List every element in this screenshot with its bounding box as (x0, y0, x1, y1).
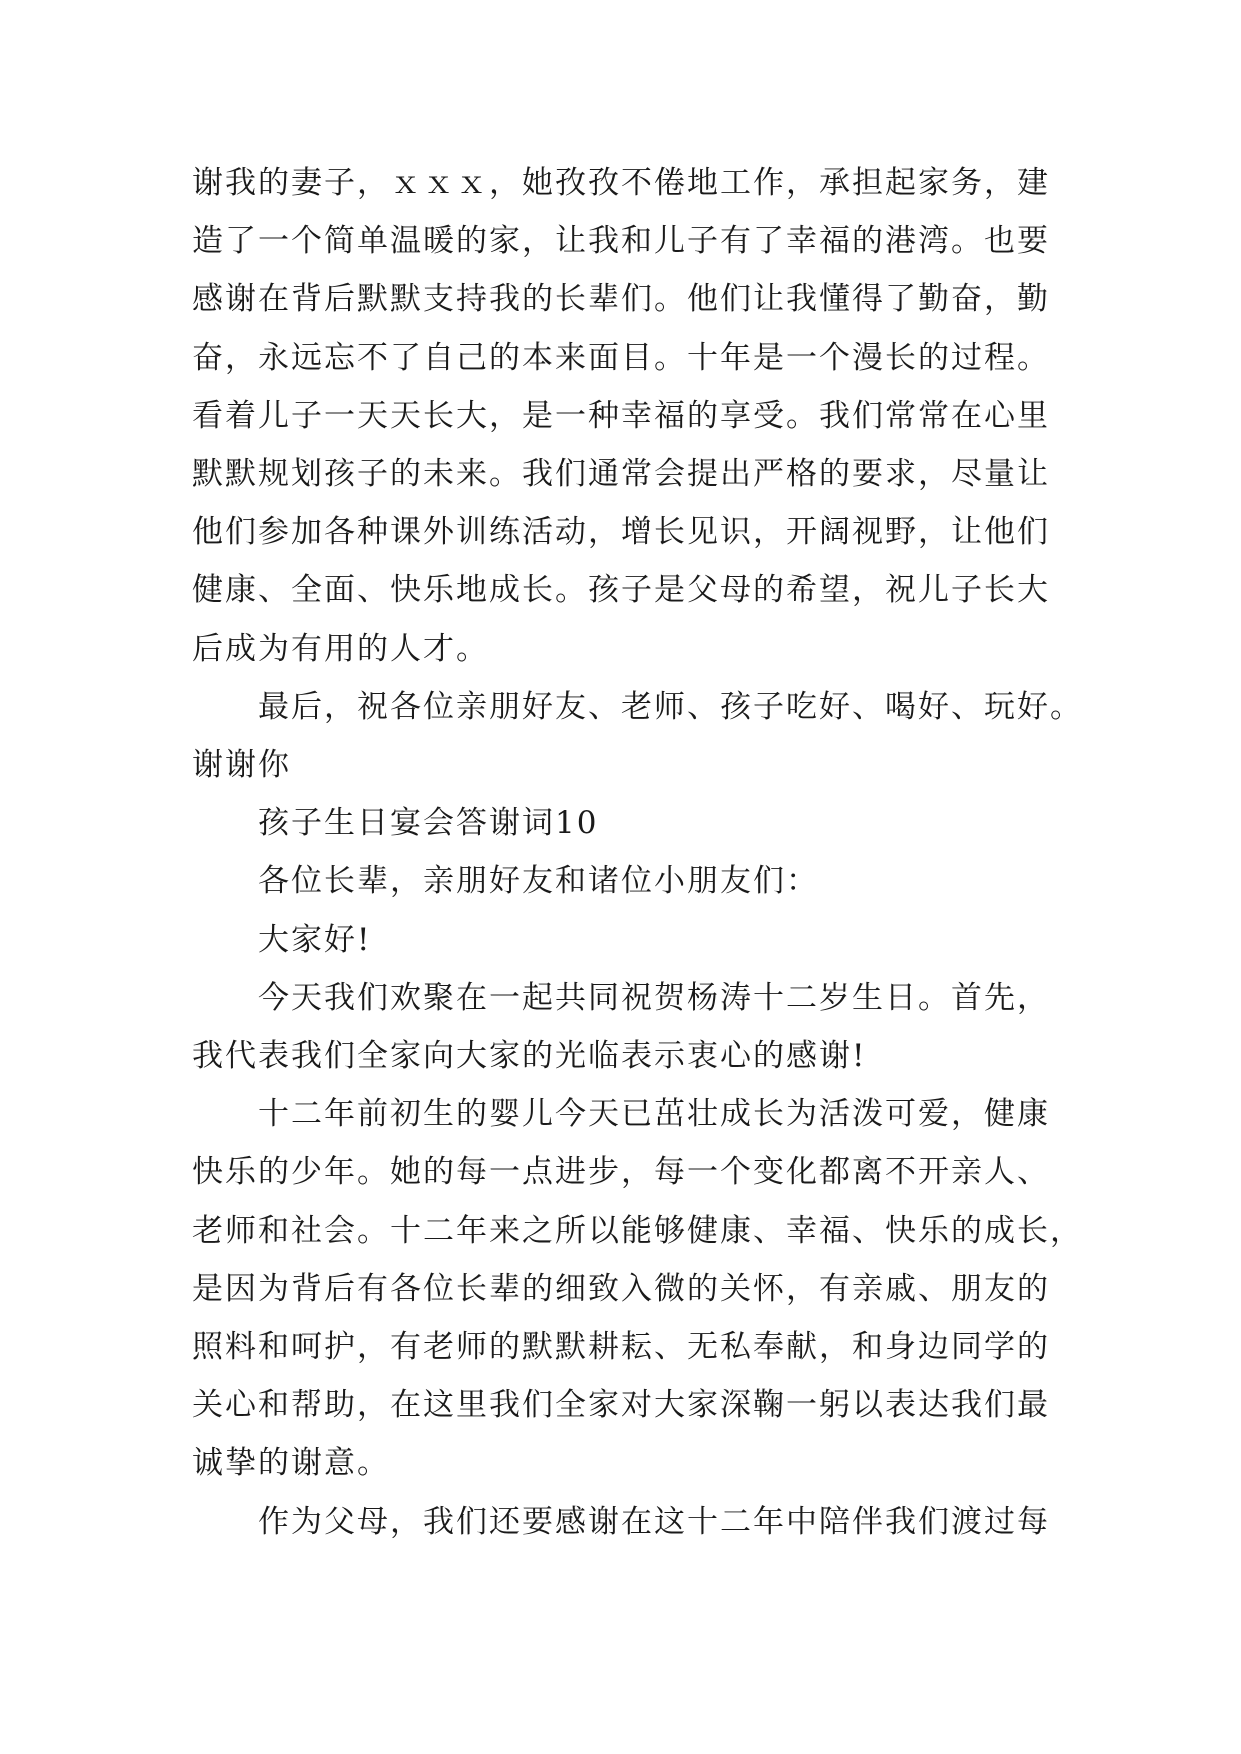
text-line: 作为父母，我们还要感谢在这十二年中陪伴我们渡过每 (258, 1503, 1050, 1540)
document-body (192, 154, 1083, 1551)
text-line: 后成为有用的人才。 (192, 630, 489, 667)
text-line: 谢谢你 (192, 747, 291, 784)
paragraph-salutation (192, 852, 1072, 910)
section-heading (192, 794, 1072, 852)
text-line: 看着儿子一天天长大，是一种幸福的享受。我们常常在心里 (192, 397, 1050, 434)
paragraph-greeting (192, 911, 1072, 969)
text-line: 各位长辈，亲朋好友和诸位小朋友们： (258, 863, 819, 900)
text-line: 他们参加各种课外训练活动，增长见识，开阔视野，让他们 (192, 514, 1050, 551)
paragraph-growth (192, 1085, 1083, 1492)
text-line: 照料和呵护，有老师的默默耕耘、无私奉献，和身边同学的 (192, 1329, 1050, 1366)
text-line: 老师和社会。十二年来之所以能够健康、幸福、快乐的成长， (192, 1212, 1083, 1249)
text-line: 十二年前初生的婴儿今天已茁壮成长为活泼可爱，健康 (258, 1096, 1050, 1133)
text-line: 谢我的妻子，ｘｘｘ，她孜孜不倦地工作，承担起家务，建 (192, 165, 1050, 201)
text-line: 快乐的少年。她的每一点进步，每一个变化都离不开亲人、 (192, 1154, 1050, 1191)
text-line: 奋，永远忘不了自己的本来面目。十年是一个漫长的过程。 (192, 339, 1050, 376)
heading-line: 孩子生日宴会答谢词10 (258, 805, 599, 842)
text-line: 健康、全面、快乐地成长。孩子是父母的希望，祝儿子长大 (192, 572, 1050, 609)
text-line: 关心和帮助，在这里我们全家对大家深鞠一躬以表达我们最 (192, 1387, 1050, 1424)
paragraph-thanks-family (192, 154, 1072, 678)
paragraph-parents-thanks (192, 1493, 1072, 1551)
text-line: 诚挚的谢意。 (192, 1445, 390, 1482)
text-line: 是因为背后有各位长辈的细致入微的关怀，有亲戚、朋友的 (192, 1270, 1050, 1307)
text-line: 造了一个简单温暖的家，让我和儿子有了幸福的港湾。也要 (192, 223, 1050, 260)
text-line: 默默规划孩子的未来。我们通常会提出严格的要求，尽量让 (192, 456, 1050, 493)
text-line: 感谢在背后默默支持我的长辈们。他们让我懂得了勤奋，勤 (192, 281, 1050, 318)
paragraph-welcome (192, 969, 1072, 1085)
text-line: 我代表我们全家向大家的光临表示衷心的感谢! (192, 1038, 867, 1075)
text-line: 最后，祝各位亲朋好友、老师、孩子吃好、喝好、玩好。 (258, 688, 1083, 725)
text-line: 大家好! (258, 921, 372, 958)
paragraph-closing-wishes (192, 678, 1083, 794)
text-line: 今天我们欢聚在一起共同祝贺杨涛十二岁生日。首先， (258, 979, 1050, 1016)
